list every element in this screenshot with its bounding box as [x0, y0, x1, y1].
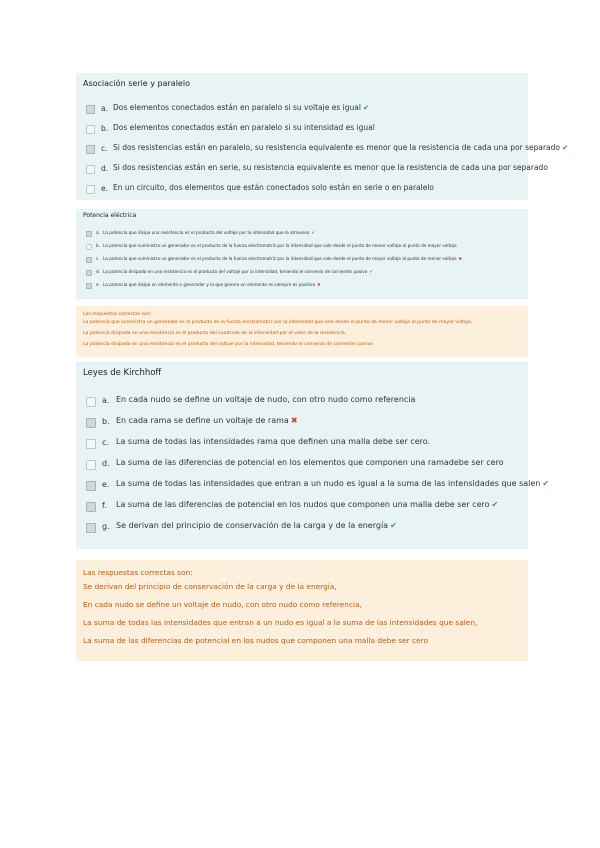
checkbox[interactable]	[86, 270, 92, 276]
question-title: Leyes de Kirchhoff	[83, 368, 162, 378]
checkbox[interactable]	[86, 165, 95, 174]
checkbox[interactable]	[86, 145, 95, 154]
checkbox[interactable]	[86, 502, 96, 512]
checkbox[interactable]	[86, 418, 96, 428]
correct-check-icon: ✔	[390, 521, 397, 530]
checkbox[interactable]	[86, 125, 95, 134]
question-asociacion: Asociación serie y paralelo a. Dos elementos conectados están en paralelo si su voltaje es igual ✔ b. Dos elementos conectados están en paralelo si su intensidad es igual c. Si dos resistencias están en paralelo, su resistencia equivalente es menor que la resistencia de cada una por separado ✔ d. Si dos resistencias están en serie, su resistencia equivalente es menor que la resistencia de cada una por separado e. En un circuito, dos elementos que están conectados solo están en serie o en paralelo	[76, 73, 528, 200]
incorrect-cross-icon: ✖	[317, 282, 321, 287]
question-kirchhoff: Leyes de Kirchhoff a. En cada nudo se define un voltaje de nudo, con otro nudo como referencia b. En cada rama se define un voltaje de rama ✖ c. La suma de todas las intensidades rama que definen una malla debe ser cero. d. La suma de las diferencias de potencial en los elementos que componen una ramadebe ser cero e. La suma de todas las intensidades que entran a un nudo es igual a la suma de las intensidades que salen ✔ f. La suma de las diferencias de potencial en los nudos que componen una malla debe ser cero ✔ g. Se derivan del principio de conservación de la carga y de la energía ✔	[76, 362, 528, 549]
checkbox[interactable]	[86, 439, 96, 449]
question-potencia: Potencia eléctrica a. La potencia que disipa una resistencia es el producto del voltaje por la intensidad que la atraviesa ✔ b. La potencia que suministra un generador es el producto de la fuerza electromotriz por la intensidad que sale desde el punto de menor voltaje al punto de mayor voltaje c. La potencia que suministra un generador es el producto de la fuerza electromotriz por la intensidad que sale desde el punto de mayor voltaje al punto de menor voltaje ✖ d. La potencia disipada en una resistencia es el producto del voltaje por la intensidad, teniendo el convenio de corrientes pasivo ✔ e. La potencia que disipa un elemento o generador y la que genera un elemento es siempre es positiva ✖	[76, 209, 528, 299]
checkbox[interactable]	[86, 481, 96, 491]
checkbox[interactable]	[86, 105, 95, 114]
question-title: Potencia eléctrica	[83, 212, 137, 219]
checkbox[interactable]	[86, 185, 95, 194]
correct-check-icon: ✔	[369, 269, 373, 274]
incorrect-cross-icon: ✖	[290, 416, 298, 425]
checkbox[interactable]	[86, 523, 96, 533]
question-title: Asociación serie y paralelo	[83, 79, 190, 88]
incorrect-cross-icon: ✖	[458, 256, 463, 261]
correct-check-icon: ✔	[362, 103, 370, 112]
checkbox[interactable]	[86, 231, 92, 237]
feedback-potencia: Las respuestas correctas son: La potencia que suministra un generador es el producto de la fuerza electromotriz por la intensidad que sale desde el punto de menor voltaje al punto de mayor voltaje, La potencia disipada en una resistencia es el producto del cuadrado de la intensidad por el valor de la resistencia, La potencia disipada en una resistencia es el producto del voltaje por la intensidad, teniendo el convenio de corrientes pasivo	[76, 306, 528, 357]
checkbox[interactable]	[86, 460, 96, 470]
feedback-kirchhoff: Las respuestas correctas son: Se derivan del principio de conservación de la carga y de la energía, En cada nudo se define un voltaje de nudo, con otro nudo como referencia, La suma de todas las intensidades que entran a un nudo es igual a la suma de las intensidades que salen, La suma de las diferencias de potencial en los nudos que componen una malla debe ser cero	[76, 560, 528, 661]
correct-check-icon: ✔	[562, 143, 569, 152]
checkbox[interactable]	[86, 397, 96, 407]
correct-check-icon: ✔	[311, 230, 316, 235]
checkbox[interactable]	[86, 283, 92, 289]
checkbox[interactable]	[86, 244, 92, 250]
correct-check-icon: ✔	[491, 500, 499, 509]
correct-check-icon: ✔	[542, 479, 550, 488]
checkbox[interactable]	[86, 257, 92, 263]
